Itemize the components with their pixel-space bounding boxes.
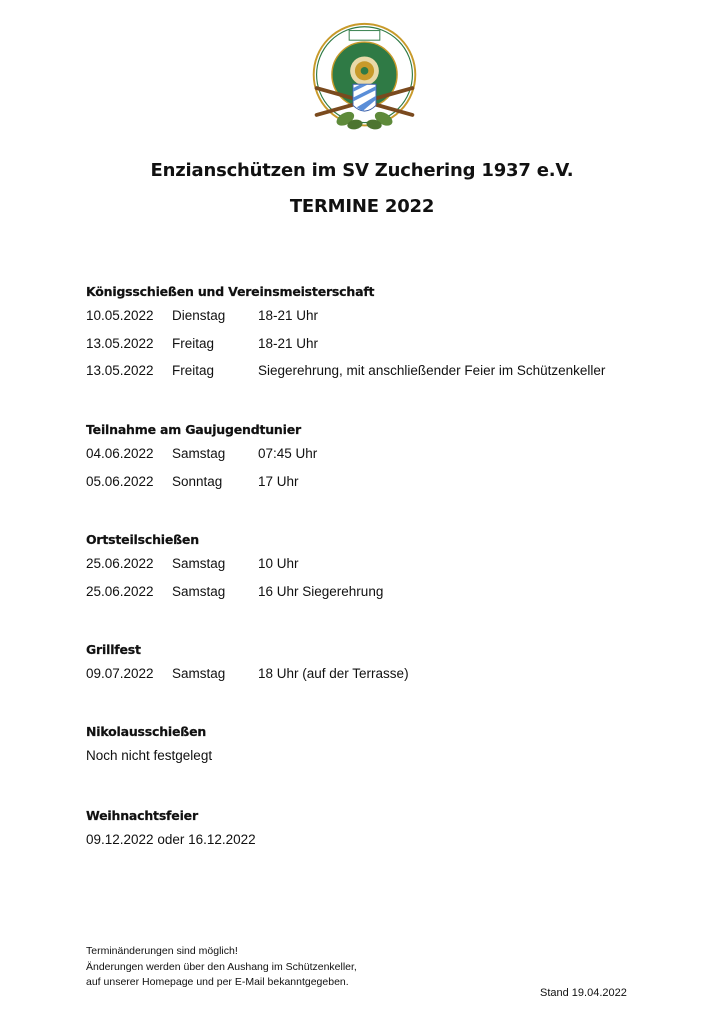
event-info: 07:45 Uhr	[258, 446, 318, 461]
event-info: 18-21 Uhr	[258, 308, 319, 323]
document-subtitle: TERMINE 2022	[289, 196, 435, 217]
section-title: Teilnahme am Gaujugendtunier	[86, 422, 301, 437]
event-info: 18-21 Uhr	[258, 335, 319, 351]
list-item	[86, 440, 686, 468]
event-info: 16 Uhr Siegerehrung	[258, 583, 384, 599]
list-item	[86, 578, 686, 606]
section-gaujugendtunier	[86, 420, 686, 495]
event-day: Samstag	[172, 583, 226, 599]
document-title: Enzianschützen im SV Zuchering 1937 e.V.	[150, 160, 574, 181]
event-info: 18 Uhr (auf der Terrasse)	[258, 666, 409, 681]
section-note: Noch nicht festgelegt	[86, 748, 213, 763]
stand-date: Stand 19.04.2022	[540, 987, 627, 999]
section-nikolausschiessen	[86, 722, 686, 770]
event-date: 13.05.2022	[86, 363, 154, 378]
event-info: Siegerehrung, mit anschließender Feier im Schützenkeller	[258, 363, 606, 378]
section-title: Königsschießen und Vereinsmeisterschaft	[86, 284, 375, 299]
section-note: 09.12.2022 oder 16.12.2022	[86, 832, 256, 847]
footnote-line: auf unserer Homepage und per E-Mail bekanntgegeben.	[86, 976, 349, 988]
event-day: Dienstag	[172, 308, 226, 323]
section-ortsteilschiessen	[86, 530, 686, 605]
section-grillfest	[86, 640, 686, 688]
list-item	[86, 468, 686, 496]
section-title: Weihnachtsfeier	[86, 808, 198, 823]
section-weihnachtsfeier	[86, 806, 686, 854]
footnote-line: Terminänderungen sind möglich!	[86, 945, 238, 957]
event-day: Samstag	[172, 556, 226, 571]
section-koenigsschiessen	[86, 282, 686, 385]
list-item	[86, 550, 686, 578]
section-title: Nikolausschießen	[86, 724, 207, 739]
event-day: Freitag	[172, 335, 215, 351]
list-item	[86, 330, 686, 358]
list-item	[86, 660, 686, 688]
event-date: 05.06.2022	[86, 473, 154, 489]
event-day: Samstag	[172, 446, 226, 461]
event-day: Sonntag	[172, 473, 223, 489]
event-day: Freitag	[172, 363, 215, 378]
event-date: 09.07.2022	[86, 666, 154, 681]
list-item	[86, 357, 686, 385]
event-day: Samstag	[172, 666, 226, 681]
event-date: 10.05.2022	[86, 308, 154, 323]
footnote-line: Änderungen werden über den Aushang im Schützenkeller,	[86, 960, 357, 973]
event-date: 25.06.2022	[86, 583, 154, 599]
section-title: Ortsteilschießen	[86, 532, 199, 547]
club-logo	[307, 21, 422, 136]
event-date: 25.06.2022	[86, 556, 154, 571]
event-info: 17 Uhr	[258, 473, 299, 489]
event-date: 04.06.2022	[86, 446, 154, 461]
event-info: 10 Uhr	[258, 556, 299, 571]
footnote	[86, 944, 357, 991]
section-title: Grillfest	[86, 642, 141, 657]
event-date: 13.05.2022	[86, 335, 154, 351]
list-item	[86, 302, 686, 330]
